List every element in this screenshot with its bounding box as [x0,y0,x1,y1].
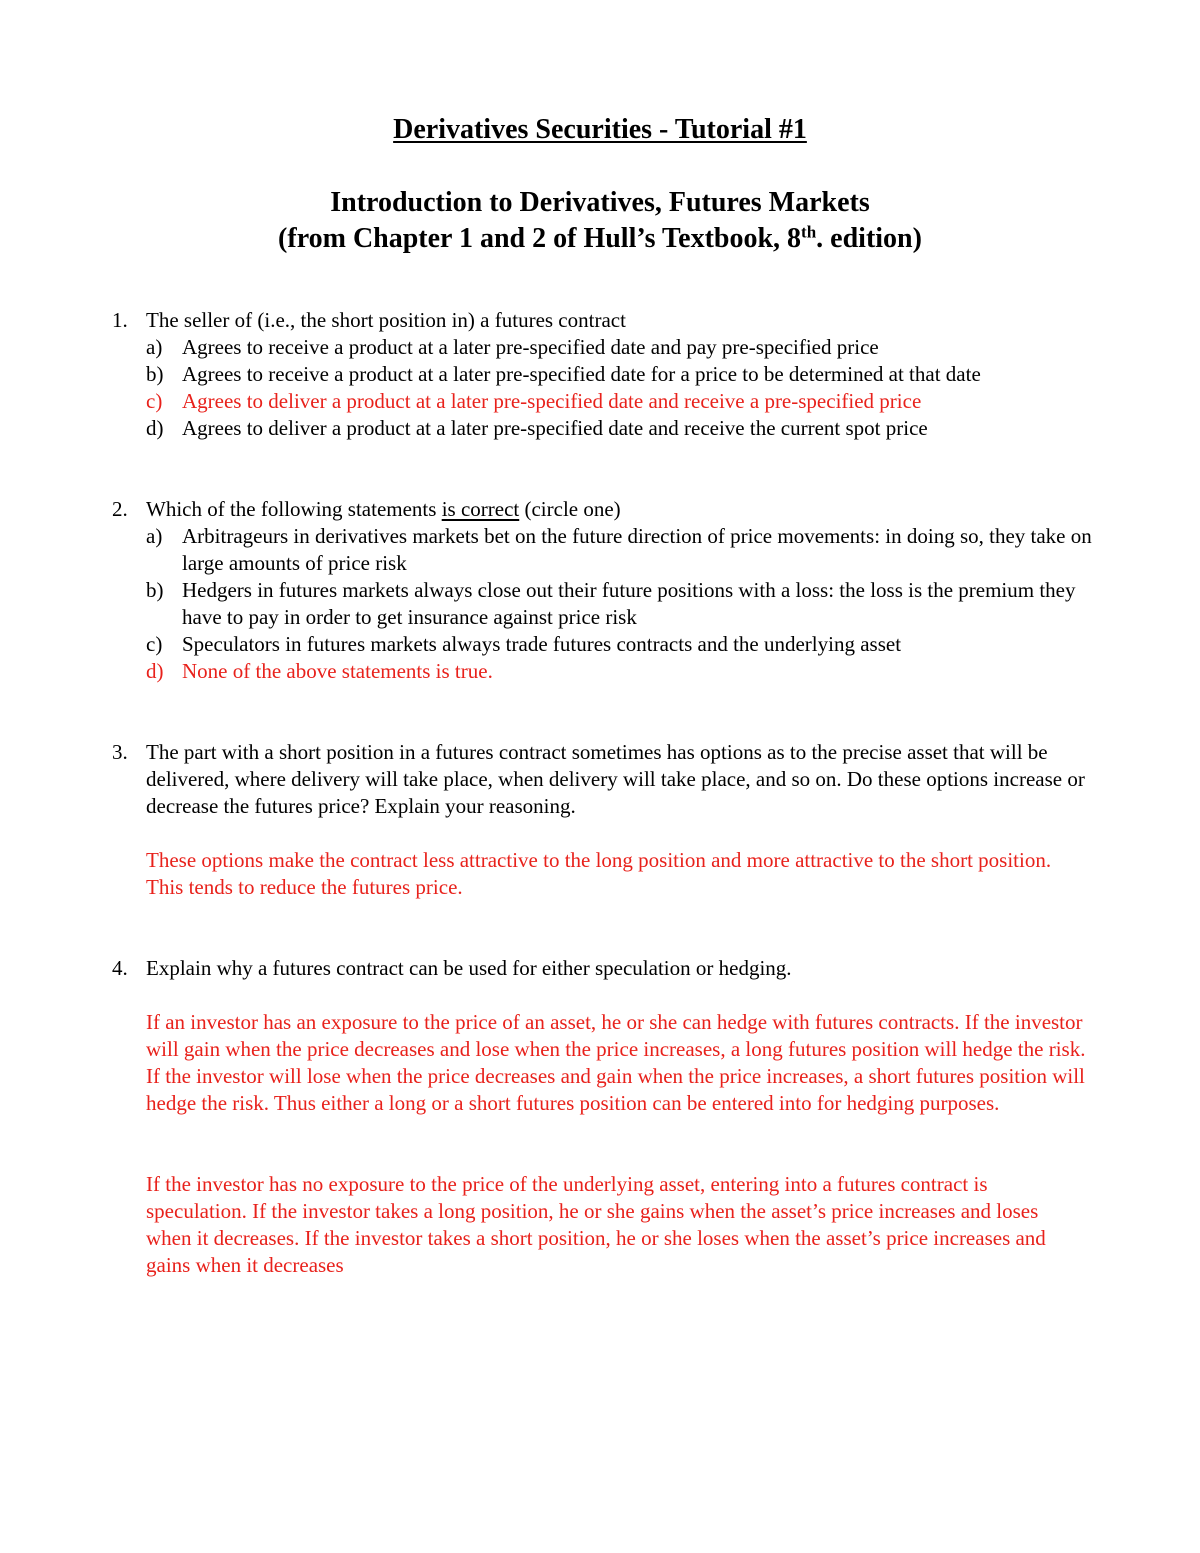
option-text: Agrees to deliver a product at a later pre-specified date and receive the current spot price [182,416,928,440]
option-letter: d) [146,659,164,683]
question-4-number: 4. [112,956,128,980]
option-text: Hedgers in futures markets always close out their future positions with a loss: the loss is the premium they have to pay in order to get insurance against price risk [182,578,1076,629]
option-text: Agrees to receive a product at a later pre-specified date and pay pre-specified price [182,335,879,359]
option-letter: b) [146,362,164,386]
question-1-text: The seller of (i.e., the short position in) a futures contract [146,308,626,332]
option-text: None of the above statements is true. [182,659,493,683]
option-letter: c) [146,632,163,656]
subtitle-superscript: th [801,222,817,242]
question-4-answer-paragraph-2: If the investor has no exposure to the price of the underlying asset, entering into a futures contract is speculation. If the investor takes a long position, he or she gains when the asset’s price increases and loses when it decreases. If the investor takes a short position, he or she loses when the asset’s price increases and gains when it decreases [146,1172,1046,1277]
subtitle-line-1: Introduction to Derivatives, Futures Markets [330,187,870,218]
option-letter: c) [146,389,163,413]
question-3-answer: These options make the contract less attractive to the long position and more attractive to the short position. This tends to reduce the futures price. [146,848,1052,899]
question-1-number: 1. [112,308,128,332]
question-2-text [146,496,1096,523]
option-letter: d) [146,416,164,440]
option-letter: a) [146,524,163,548]
question-4-answer-paragraph-1: If an investor has an exposure to the price of an asset, he or she can hedge with futures contracts. If the investor will gain when the price decreases and lose when the price increases, a long futures position will hedge the risk. If the investor will lose when the price decreases and gain when the price increases, a short futures position will hedge the risk. Thus either a long or a short futures position can be entered into for hedging purposes. [146,1010,1086,1115]
option-letter: b) [146,578,164,602]
option-text: Agrees to deliver a product at a later pre-specified date and receive a pre-specified price [182,389,922,413]
option-text: Speculators in futures markets always trade futures contracts and the underlying asset [182,632,902,656]
question-4-text: Explain why a futures contract can be used for either speculation or hedging. [146,956,792,980]
question-2-text-start: Which of the following statements [146,497,442,521]
question-2-text-end: (circle one) [519,497,621,521]
option-text: Agrees to receive a product at a later pre-specified date for a price to be determined at that date [182,362,981,386]
subtitle-line-2-end: . edition) [816,223,922,254]
subtitle-line-2 [0,222,1200,256]
question-2-number: 2. [112,497,128,521]
option-text: Arbitrageurs in derivatives markets bet on the future direction of price movements: in doing so, they take on large amounts of price risk [182,524,1092,575]
subtitle-line-2-text: (from Chapter 1 and 2 of Hull’s Textbook, 8 [278,223,802,254]
question-3-number: 3. [112,740,128,764]
question-2-underlined-text: is correct [441,497,520,521]
document-title: Derivatives Securities - Tutorial #1 [393,114,807,145]
option-letter: a) [146,335,163,359]
question-3-text: The part with a short position in a futures contract sometimes has options as to the precise asset that will be delivered, where delivery will take place, when delivery will take place, and so on. Do these options increase or decrease the futures price? Explain your reasoning. [146,740,1085,818]
